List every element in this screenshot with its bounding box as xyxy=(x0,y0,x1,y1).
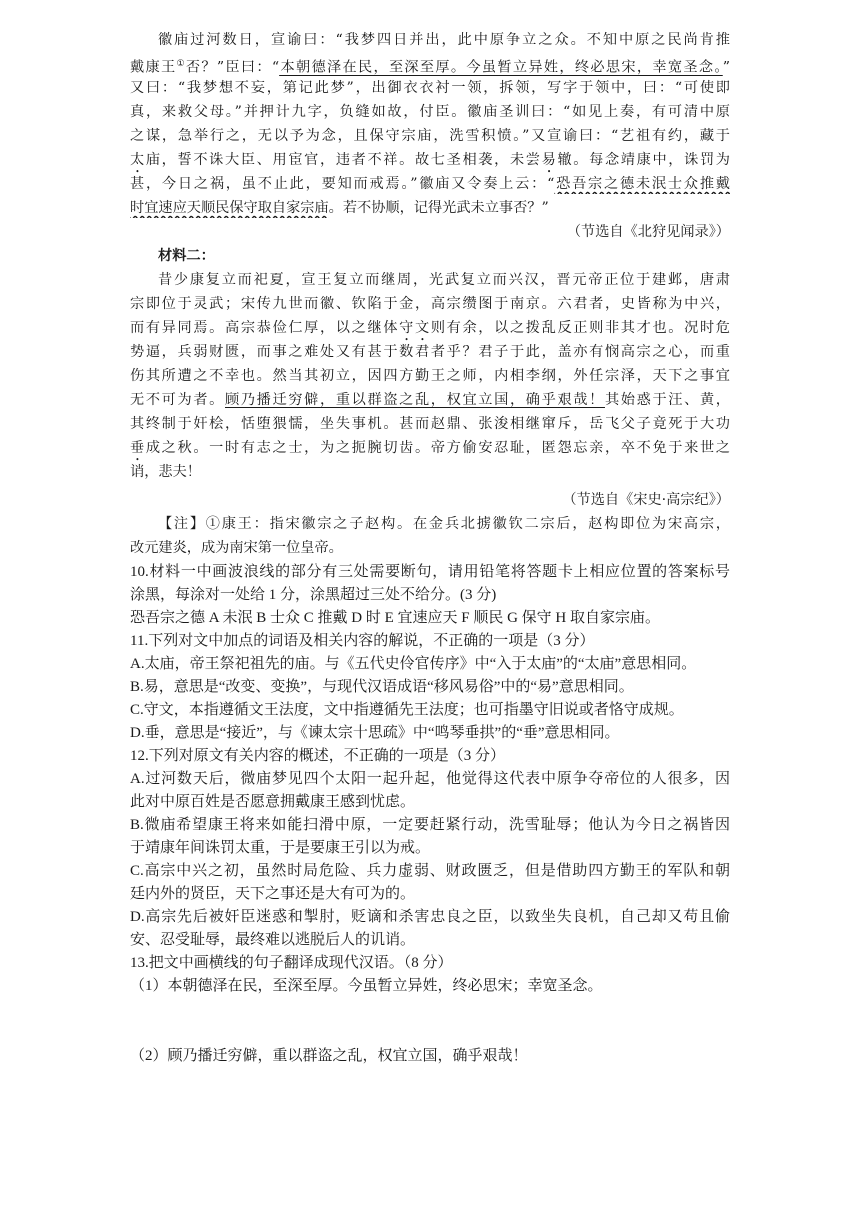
dotted-word-tai: 太 xyxy=(130,152,146,168)
q12-option-c-2: 廷内外的贤臣，天下之事还是大有可为的。 xyxy=(130,886,416,902)
q12-option-d-2: 安、忍受耻辱，最终难以逃脱后人的讥诮。 xyxy=(130,932,416,948)
q13-item-1: （1）本朝德泽在民，至深至厚。今虽暂立异姓，终必思宋；幸宽圣念。 xyxy=(130,978,603,994)
m1-line-7: 甚，今日之祸，虽不止此，要知而戒焉。”徽庙又令奏上云：“恐吾宗之德未泯士众推戴 xyxy=(130,176,730,192)
m2-heading: 材料二： xyxy=(158,248,215,264)
q10-line-1: 10.材料一中画波浪线的部分有三处需要断句，请用铅笔将答题卡上相应位置的答案标号 xyxy=(130,564,730,580)
m2-line-9: 诮，悲夫！ xyxy=(130,464,201,480)
q12-option-b-1: B.微庙希望康王将来如能扫滑中原，一定要赶紧行动，洗雪耻辱；他认为今日之祸皆因 xyxy=(130,817,730,833)
note-line-1: 【注】①康王：指宋徽宗之子赵构。在金兵北掳徽钦二宗后，赵构即位为宋高宗， xyxy=(158,516,730,532)
note-line-2: 改元建炎，成为南宋第一位皇帝。 xyxy=(130,540,343,556)
m1-line-8: 时宜速应天顺民保守取自家宗庙。若不协顺，记得光武未立事否？” xyxy=(130,200,549,216)
q11-option-d: D.垂，意思是“接近”，与《谏太宗十思疏》中“鸣琴垂拱”的“垂”意思相同。 xyxy=(130,725,620,741)
m1-line-4: 真，来救父母。”并押计九字，负缝如故，付臣。徽庙圣训曰：“如见上奏，有可清中原 xyxy=(130,104,730,120)
q11-option-c: C.守文，本指遵循文王法度，文中指遵循先王法度；也可指墨守旧说或者恪守成规。 xyxy=(130,702,684,718)
m2-line-5: 伤其所遭之不幸也。然当其初立，因四方勤王之师，内相李纲，外任宗泽，天下之事宜 xyxy=(130,368,730,384)
m2-line-2: 宗即位于灵武；宋传九世而徽、钦陷于金，高宗缵图于南京。六君者，史皆称为中兴， xyxy=(130,296,730,312)
q12-option-b-2: 于靖康年间诛罚太重，于是要康王引以为戒。 xyxy=(130,840,431,856)
q10-line-3: 恐吾宗之德 A 未泯 B 士众 C 推戴 D 时 E 宜速应天 F 顺民 G 保守 H 取自家宗庙。 xyxy=(130,610,661,626)
m2-line-3: 而有异同焉。高宗恭俭仁厚，以之继体守文则有余，以之拨乱反正则非其才也。况时危 xyxy=(130,320,730,336)
m1-line-6: 太庙，誓不诛大臣、用宦官，违者不祥。故七圣相袭，未尝易辙。每念靖康中，诛罚为 xyxy=(130,152,730,168)
m2-line-4: 势逼，兵弱财匮，而事之难处又有甚于数君者乎？君子于此，盖亦有悯高宗之心，而重 xyxy=(130,344,730,360)
m2-underlined-sentence-2: 顾乃播迁穷僻，重以群盗之乱，权宜立国，确乎艰哉！ xyxy=(225,392,605,408)
m2-line-1: 昔少康复立而祀夏，宣王复立而继周，光武复立而兴汉，晋元帝正位于建邺，唐肃 xyxy=(158,272,730,288)
q12-stem: 12.下列对原文有关内容的概述，不正确的一项是（3 分） xyxy=(130,748,506,764)
m2-source: （节选自《宋史·高宗纪》） xyxy=(562,492,730,508)
m2-line-6: 无不可为者。顾乃播迁穷僻，重以群盗之乱，权宜立国，确乎艰哉！其始惑于汪、黄， xyxy=(130,392,730,408)
q11-option-b: B.易，意思是“改变、变换”，与现代汉语成语“移风易俗”中的“易”意思相同。 xyxy=(130,679,634,695)
m1-line-5: 之谋，急举行之，无以予为念，且保守宗庙，洗雪积愤。”又宣谕曰：“艺祖有约，藏于 xyxy=(130,128,730,144)
q13-item-2: （2）顾乃播迁穷僻，重以群盗之乱，权宜立国，确乎艰哉！ xyxy=(130,1048,528,1064)
footnote-mark: ① xyxy=(176,59,186,69)
q11-option-a: A.太庙，帝王祭祀祖先的庙。与《五代史伶官传序》中“入于太庙”的“太庙”意思相同。 xyxy=(130,656,697,672)
dotted-word-shouwen: 守文 xyxy=(399,320,431,336)
m1-underlined-sentence-1: 本朝德泽在民，至深至厚。今虽暂立异姓，终必思宋，幸宽圣念。 xyxy=(279,59,723,76)
q12-option-a-2: 此对中原百姓是否愿意拥戴康王感到忧虑。 xyxy=(130,794,416,810)
m2-line-7: 其终制于奸桧，恬堕猥懦，坐失事机。甚而赵鼎、张浚相继窜斥，岳飞父子竟死于大功 xyxy=(130,416,730,432)
wavy-sentence-part-1: 恐吾宗之德未泯士众推戴 xyxy=(554,176,730,192)
m1-line-1: 徽庙过河数日，宣谕曰：“我梦四日并出，此中原争立之众。不知中原之民尚肯推 xyxy=(158,32,730,48)
dotted-word-chui: 垂 xyxy=(130,440,146,456)
dotted-word-yi: 易 xyxy=(541,152,558,168)
q11-stem: 11.下列对文中加点的词语及相关内容的解说，不正确的一项是（3 分） xyxy=(130,633,595,649)
q12-option-d-1: D.高宗先后被奸臣迷惑和掣肘，贬谪和杀害忠良之臣，以致坐失良机，自己却又苟且偷 xyxy=(130,909,730,925)
q10-line-2: 涂黑，每涂对一处给 1 分，涂黑超过三处不给分。(3 分) xyxy=(130,587,497,603)
q13-stem: 13.把文中画横线的句子翻译成现代汉语。（8 分） xyxy=(130,955,453,971)
wavy-sentence-part-2: 时宜速应天顺民保守取自家宗庙 xyxy=(130,200,329,216)
m1-line-3: 又曰：“我梦想不妄，第记此梦”，出御衣衣衬一领，拆领，写字于领中，曰：“可使即 xyxy=(130,80,730,96)
m2-line-8: 垂成之秋。一时有志之士，为之扼腕切齿。帝方偷安忍耻，匿怨忘亲，卒不免于来世之 xyxy=(130,440,730,456)
q12-option-c-1: C.高宗中兴之初，虽然时局危险、兵力虚弱、财政匮乏，但是借助四方勤王的军队和朝 xyxy=(130,863,730,879)
m1-source: （节选自《北狩见闻录》） xyxy=(566,224,730,240)
m1-line-2: 戴康王①否？”臣曰：“本朝德泽在民，至深至厚。今虽暂立异姓，终必思宋，幸宽圣念。” xyxy=(130,59,730,76)
q12-option-a-1: A.过河数天后，微庙梦见四个太阳一起升起，他觉得这代表中原争夺帝位的人很多，因 xyxy=(130,771,730,787)
